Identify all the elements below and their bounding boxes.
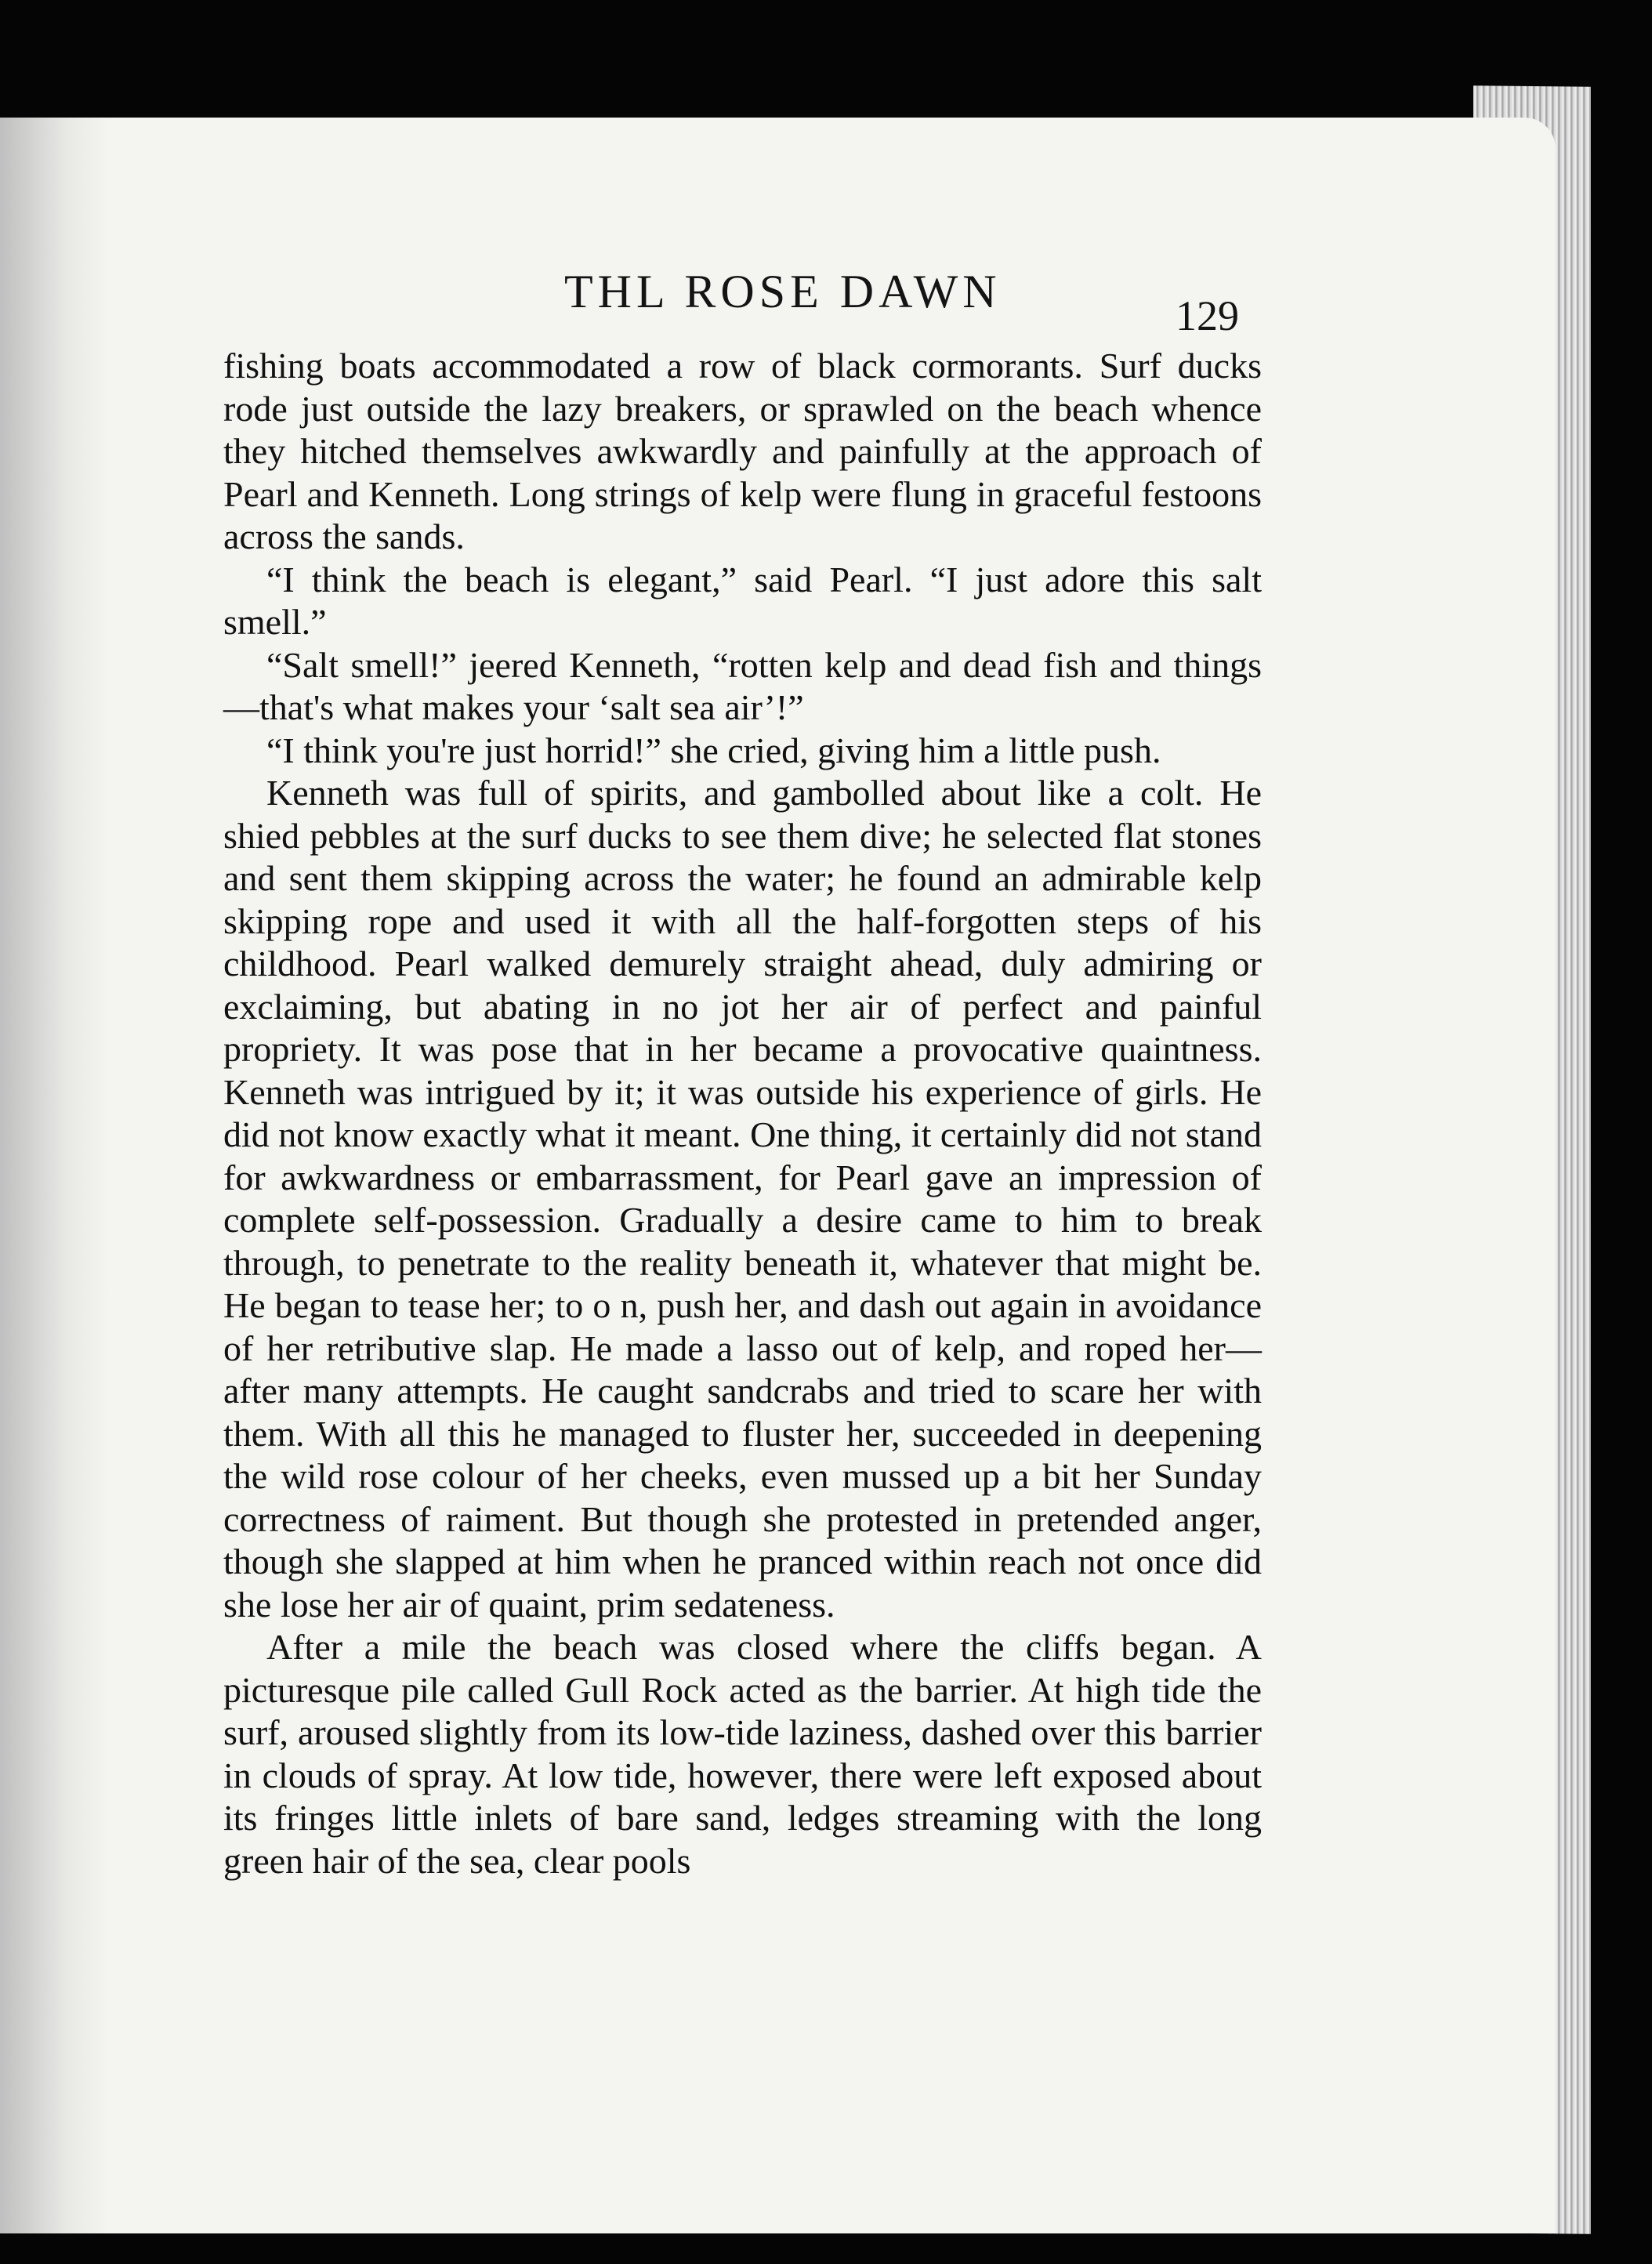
paragraph: “I think the beach is elegant,” said Pearl. “I just adore this salt smell.” [223, 559, 1262, 642]
body-text [223, 345, 1262, 1882]
paragraph-continued: fishing boats accommodated a row of black cormorants. Surf ducks rode just outside the lazy breakers, or sprawled on the beach whence they hitched themselves awkwardly and painfully at the approach of Pearl and Kenneth. Long strings of kelp were flung in graceful festoons across the sands. [223, 346, 1262, 556]
gutter-shadow [0, 118, 110, 2233]
paragraph: “Salt smell!” jeered Kenneth, “rotten kelp and dead fish and things—that's what makes your ‘salt sea air’!” [223, 644, 1262, 727]
paragraph: “I think you're just horrid!” she cried, giving him a little push. [266, 730, 1161, 770]
paragraph: Kenneth was full of spirits, and gambolled about like a colt. He shied pebbles at the surf ducks to see them dive; he selected flat stones and sent them skipping across the water; he found an admirable kelp skipping rope and used it with all the half-forgotten steps of his childhood. Pearl walked demurely straight ahead, duly admiring or exclaiming, but abating in no jot her air of perfect and painful propriety. It was pose that in her became a provocative quaintness. Kenneth was intrigued by it; it was outside his experience of girls. He did not know exactly what it meant. One thing, it certainly did not stand for awkwardness or embarrassment, for Pearl gave an impression of complete self-possession. Gradually a desire came to him to break through, to penetrate to the reality beneath it, whatever that might be. He began to tease her; to o n, push her, and dash out again in avoidance of her retributive slap. He made a lasso out of kelp, and roped her—after many attempts. He caught sandcrabs and tried to scare her with them. With all this he managed to fluster her, succeeded in deepening the wild rose colour of her cheeks, even mussed up a bit her Sunday correctness of raiment. But though she protested in pretended anger, though she slapped at him when he pranced within reach not once did she lose her air of quaint, prim sedateness. [223, 773, 1262, 1625]
running-head: THL ROSE DAWN [564, 266, 1002, 317]
paragraph: After a mile the beach was closed where the cliffs began. A picturesque pile called Gull Rock acted as the barrier. At high tide the surf, aroused slightly from its low-tide laziness, dashed over this barrier in clouds of spray. At low tide, however, there were left exposed about its fringes little inlets of bare sand, ledges streaming with the long green hair of the sea, clear pools [223, 1627, 1262, 1881]
page-number: 129 [1176, 292, 1239, 339]
